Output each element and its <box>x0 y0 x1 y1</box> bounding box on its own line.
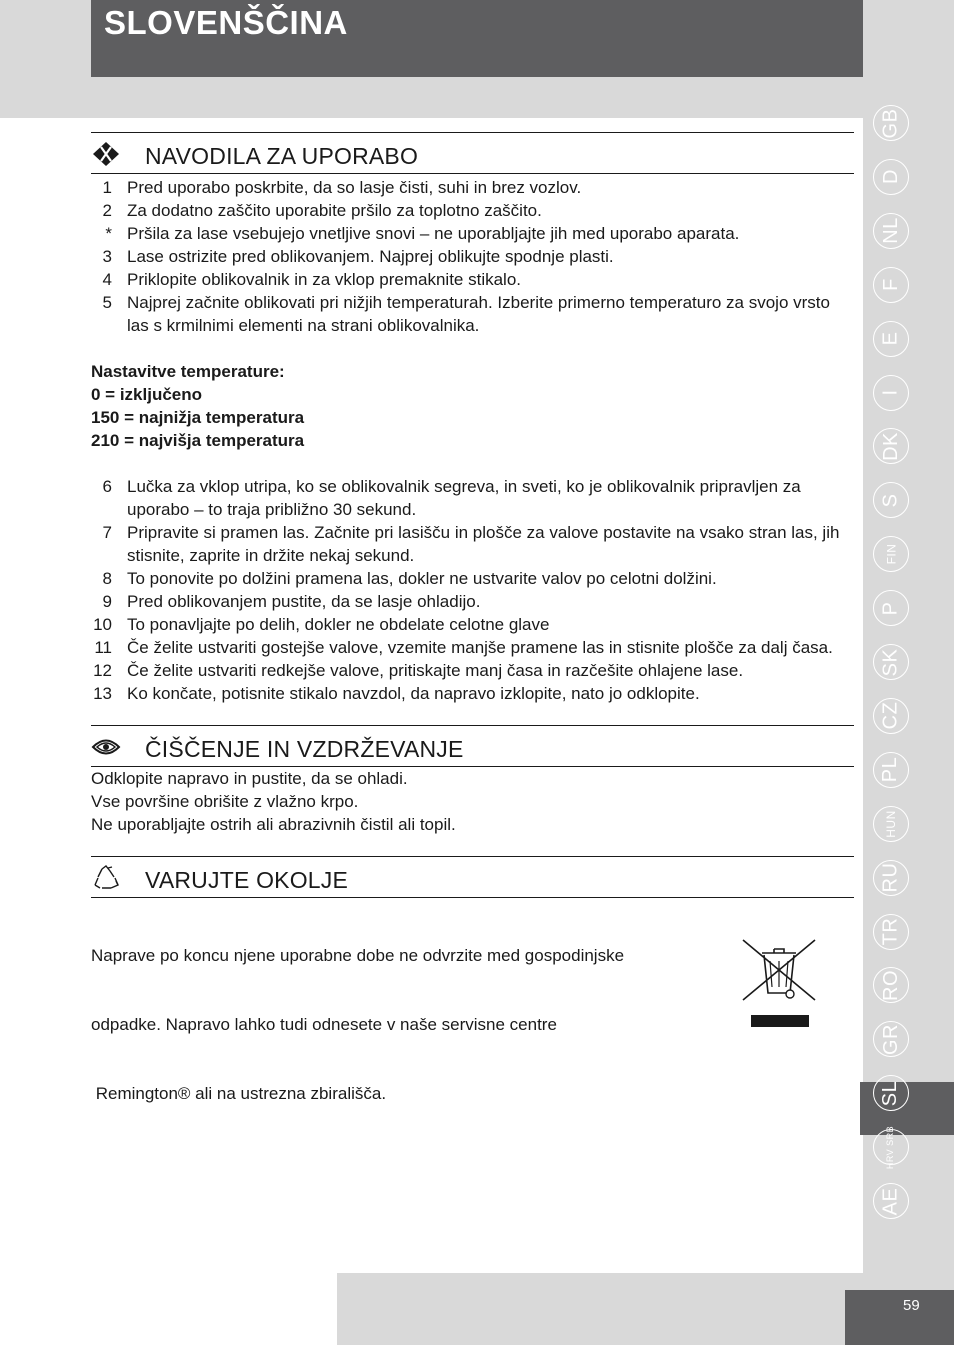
tab-cz[interactable] <box>873 698 909 734</box>
step-text: Pršila za lase vsebujejo vnetljive snovi – ne uporabljajte jih med uporabo aparata. <box>127 224 740 243</box>
step-number: * <box>105 224 112 243</box>
tab-pl[interactable] <box>873 752 909 788</box>
step-number: 3 <box>102 247 112 266</box>
environment-section-header <box>91 856 854 898</box>
tab-nl[interactable] <box>873 213 909 249</box>
recycle-icon <box>91 865 121 891</box>
environment-line: Naprave po koncu njene uporabne dobe ne odvrzite med gospodinjske <box>91 946 625 965</box>
tab-label: S <box>879 493 902 508</box>
step-number: 4 <box>102 270 112 289</box>
tab-sk[interactable] <box>873 644 909 680</box>
environment-line: odpadke. Napravo lahko tudi odnesete v naše servisne centre <box>91 1015 557 1034</box>
tab-label: TR <box>879 917 902 946</box>
step-text: Ko končate, potisnite stikalo navzdol, da napravo izklopite, nato jo odklopite. <box>127 684 700 703</box>
eye-icon <box>91 734 121 760</box>
tab-label: FIN <box>884 543 898 565</box>
tab-label: NL <box>879 217 902 245</box>
tab-label: P <box>879 601 902 616</box>
tab-label: CZ <box>879 702 902 730</box>
step-text: Pripravite si pramen las. Začnite pri lasišču in plošče za valove postavite na vsako stran las, jih stisnite, zaprite in držite nekaj sekund. <box>127 523 840 565</box>
tab-f[interactable] <box>873 267 909 303</box>
step-item <box>91 613 854 636</box>
temperature-line: 150 = najnižja temperatura <box>91 408 305 427</box>
step-item <box>91 291 854 337</box>
environment-line: Remington® ali na ustrezna zbirališča. <box>91 1084 387 1103</box>
tab-tr[interactable] <box>873 914 909 950</box>
cleaning-section-header <box>91 725 854 767</box>
tab-label: GB <box>879 108 902 138</box>
tab-label: HRV SRB <box>885 1125 896 1169</box>
tab-label: D <box>879 169 902 185</box>
step-text: To ponovite po dolžini pramena las, dokler ne ustvarite valov po celotni dolžini. <box>127 569 717 588</box>
step-number: 11 <box>94 638 112 657</box>
tab-label: I <box>879 389 902 396</box>
tab-label: AE <box>879 1187 902 1215</box>
usage-section-header <box>91 132 854 174</box>
footer-white-area <box>0 1273 337 1345</box>
step-number: 1 <box>102 178 112 197</box>
step-text: Če želite ustvariti redkejše valove, pritiskajte manj časa in razčešite ohlajene lase. <box>127 661 744 680</box>
step-text: Lučka za vklop utripa, ko se oblikovalnik segreva, in sveti, ko je oblikovalnik pripravljen za uporabo – to traja približno 30 sekund. <box>127 477 801 519</box>
step-item <box>91 199 854 222</box>
step-text: Lase ostrizite pred oblikovanjem. Najprej oblikujte spodnje plasti. <box>127 247 614 266</box>
step-text: Če želite ustvariti gostejše valove, vzemite manjše pramene las in stisnite plošče za dalj časa. <box>127 638 833 657</box>
tab-sl[interactable] <box>873 1075 909 1111</box>
step-item <box>91 636 854 659</box>
page-title: SLOVENŠČINA <box>104 4 348 41</box>
tab-ro[interactable] <box>873 967 909 1003</box>
tab-label: PL <box>879 757 902 783</box>
step-number: 10 <box>93 615 112 634</box>
tab-p[interactable] <box>873 590 909 626</box>
usage-steps-list <box>91 475 854 705</box>
crossed-bin-icon <box>740 937 818 1034</box>
step-item <box>91 245 854 268</box>
usage-title: NAVODILA ZA UPORABO <box>145 143 419 169</box>
step-number: 9 <box>102 592 112 611</box>
step-item <box>91 222 854 245</box>
step-item <box>91 567 854 590</box>
language-tabs <box>863 98 954 1248</box>
tab-label: RO <box>879 969 902 1001</box>
tab-fin[interactable] <box>873 536 909 572</box>
step-number: 12 <box>93 661 112 680</box>
step-number: 6 <box>102 477 112 496</box>
temperature-heading: Nastavitve temperature: <box>91 362 285 381</box>
step-number: 5 <box>102 293 112 312</box>
tab-label: E <box>879 331 902 346</box>
step-number: 2 <box>102 201 112 220</box>
tab-s[interactable] <box>873 482 909 518</box>
tab-gr[interactable] <box>873 1021 909 1057</box>
f-glyph-icon <box>91 141 121 167</box>
step-text: Najprej začnite oblikovati pri nižjih temperaturah. Izberite primerno temperaturo za svojo vrsto las s krmilnimi elementi na strani oblikovalnika. <box>127 293 830 335</box>
step-item <box>91 268 854 291</box>
tab-label: DK <box>879 431 902 461</box>
page-number-box <box>845 1290 954 1345</box>
tab-label: SK <box>879 648 902 676</box>
step-number: 7 <box>102 523 112 542</box>
cleaning-title: ČIŠČENJE IN VZDRŽEVANJE <box>145 736 464 762</box>
tab-label: F <box>879 278 902 292</box>
environment-title: VARUJTE OKOLJE <box>145 867 349 893</box>
tab-ru[interactable] <box>873 860 909 896</box>
step-number: 13 <box>93 684 112 703</box>
tab-hrv-srb[interactable] <box>873 1125 909 1169</box>
tab-ae[interactable] <box>873 1183 909 1219</box>
cleaning-line: Odklopite napravo in pustite, da se ohladi. <box>91 769 408 788</box>
step-number: 8 <box>102 569 112 588</box>
cleaning-line: Ne uporabljajte ostrih ali abrazivnih čistil ali topil. <box>91 815 456 834</box>
step-text: Priklopite oblikovalnik in za vklop premaknite stikalo. <box>127 270 522 289</box>
cleaning-line: Vse površine obrišite z vlažno krpo. <box>91 792 359 811</box>
temperature-line: 210 = najvišja temperatura <box>91 431 305 450</box>
step-item <box>91 590 854 613</box>
tab-hun[interactable] <box>873 806 909 842</box>
tab-i[interactable] <box>873 375 909 411</box>
step-text: Za dodatno zaščito uporabite pršilo za toplotno zaščito. <box>127 201 542 220</box>
step-text: Pred oblikovanjem pustite, da se lasje ohladijo. <box>127 592 481 611</box>
step-text: Pred uporabo poskrbite, da so lasje čisti, suhi in brez vozlov. <box>127 178 582 197</box>
step-item <box>91 521 854 567</box>
usage-steps-list <box>91 176 854 337</box>
tab-label: HUN <box>884 809 898 838</box>
tab-e[interactable] <box>873 321 909 357</box>
temperature-settings <box>91 360 854 452</box>
step-item <box>91 659 854 682</box>
step-item <box>91 682 854 705</box>
page-number: 59 <box>903 1297 920 1314</box>
tab-label: SL <box>879 1080 902 1106</box>
step-item <box>91 176 854 199</box>
temperature-line: 0 = izključeno <box>91 385 203 404</box>
tab-gb[interactable] <box>873 105 909 141</box>
tab-label: GR <box>879 1023 902 1055</box>
tab-dk[interactable] <box>873 428 909 464</box>
step-text: To ponavljajte po delih, dokler ne obdelate celotne glave <box>127 615 550 634</box>
cleaning-text <box>91 767 854 836</box>
tab-d[interactable] <box>873 159 909 195</box>
tab-label: RU <box>879 862 902 893</box>
step-item <box>91 475 854 521</box>
